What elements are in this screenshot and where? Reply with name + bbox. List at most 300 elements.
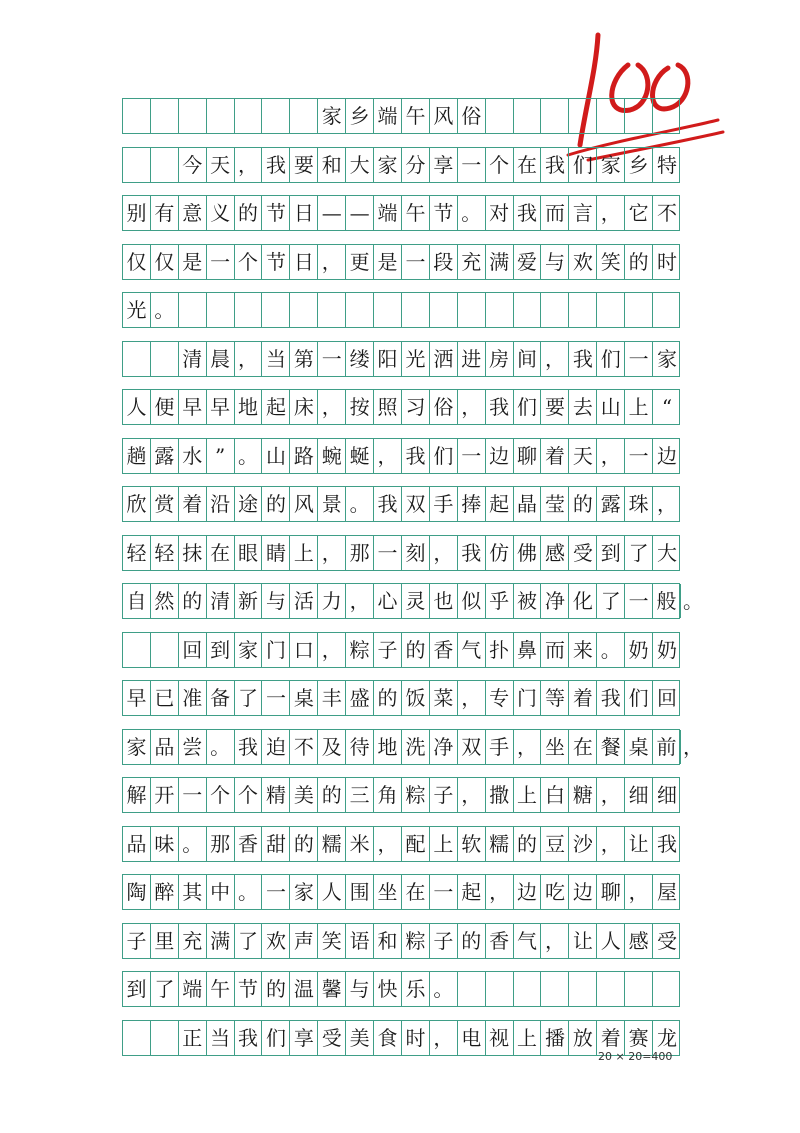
grid-cell: 坐 — [374, 875, 402, 909]
grid-cell: 那 — [346, 536, 374, 570]
grid-cell: 温 — [290, 972, 318, 1006]
essay-line — [122, 729, 703, 765]
grid-cell: 着 — [179, 487, 207, 521]
grid-cell: 陶 — [123, 875, 151, 909]
grid-cell: 。 — [235, 875, 263, 909]
grid-cell: 照 — [374, 390, 402, 424]
grid-cell: 一 — [318, 342, 346, 376]
grid-cell: 一 — [458, 439, 486, 473]
grid-cell: 端 — [179, 972, 207, 1006]
grid-cell: ” — [207, 439, 235, 473]
grid-cell: 。 — [430, 972, 458, 1006]
grid-cell: 屋 — [657, 880, 678, 904]
grid-cell: 然 — [151, 584, 179, 618]
grid-cell: 品 — [123, 827, 151, 861]
grid-cell — [179, 99, 207, 133]
grid-cell: 午 — [402, 196, 430, 230]
grid-cell — [263, 293, 291, 327]
essay-line — [122, 389, 680, 425]
grid-cell: 粽 — [346, 633, 374, 667]
grid-cell: 气 — [458, 633, 486, 667]
grid-cell: ， — [486, 875, 514, 909]
grid-cell — [653, 99, 681, 133]
grid-cell: 它 — [625, 196, 653, 230]
grid-cell: 净 — [542, 584, 570, 618]
grid-cell: 解 — [123, 778, 151, 812]
grid-cell: 乡 — [346, 99, 374, 133]
grid-cell: 被 — [514, 584, 542, 618]
grid-cell: 我 — [542, 148, 570, 182]
grid-cell: 欢 — [263, 924, 291, 958]
grid-cell: 当 — [207, 1021, 235, 1055]
grid-cell: 早 — [179, 390, 207, 424]
grid-cell: 趟 — [123, 439, 151, 473]
grid-cell: 欢 — [569, 245, 597, 279]
grid-cell: 分 — [402, 148, 430, 182]
grid-cell: 让 — [569, 924, 597, 958]
grid-cell: 大 — [346, 148, 374, 182]
grid-cell: 我 — [486, 390, 514, 424]
grid-cell — [290, 99, 318, 133]
grid-cell: 一 — [207, 245, 235, 279]
grid-cell: 习 — [402, 390, 430, 424]
grid-cell: 门 — [514, 681, 542, 715]
grid-cell: 沙 — [569, 827, 597, 861]
grid-cell — [597, 99, 625, 133]
grid-cell: 醉 — [151, 875, 179, 909]
writing-grid — [122, 98, 703, 1050]
grid-cell: 的 — [625, 245, 653, 279]
grid-cell: ， — [458, 681, 486, 715]
grid-cell: 个 — [235, 778, 263, 812]
grid-cell: 蜒 — [346, 439, 374, 473]
grid-cell: 甜 — [263, 827, 291, 861]
grid-cell: 受 — [569, 536, 597, 570]
grid-cell: 仅 — [123, 245, 151, 279]
grid-cell: 在 — [402, 875, 430, 909]
grid-cell: 节 — [263, 196, 291, 230]
grid-cell: 节 — [430, 196, 458, 230]
grid-cell: 撒 — [486, 778, 514, 812]
grid-cell — [123, 342, 151, 376]
grid-cell: 已 — [151, 681, 179, 715]
grid-cell: 山 — [597, 390, 625, 424]
grid-cell — [542, 99, 570, 133]
grid-cell: ， — [597, 827, 625, 861]
essay-line — [122, 486, 680, 522]
grid-cell: 自 — [123, 584, 151, 618]
grid-cell: 与 — [542, 245, 570, 279]
grid-cell: 的 — [514, 827, 542, 861]
grid-cell: 了 — [151, 972, 179, 1006]
grid-cell: 边 — [514, 875, 542, 909]
grid-cell: 我 — [657, 831, 678, 856]
grid-cell: 丰 — [318, 681, 346, 715]
grid-cell: 更 — [346, 245, 374, 279]
grid-cell: 尝 — [179, 730, 207, 764]
grid-cell: 感 — [542, 536, 570, 570]
grid-cell: 乡 — [625, 148, 653, 182]
grid-cell: 眼 — [235, 536, 263, 570]
grid-cell: 电 — [458, 1021, 486, 1055]
grid-cell: 活 — [290, 584, 318, 618]
grid-cell: 早 — [123, 681, 151, 715]
grid-cell: 气 — [514, 924, 542, 958]
grid-cell — [151, 148, 179, 182]
grid-cell — [514, 99, 542, 133]
grid-cell: 莹 — [542, 487, 570, 521]
grid-cell: 围 — [346, 875, 374, 909]
grid-cell: 和 — [374, 924, 402, 958]
essay-line — [122, 1020, 680, 1056]
grid-cell: 粽 — [402, 778, 430, 812]
grid-cell: ， — [318, 633, 346, 667]
grid-cell: 满 — [207, 924, 235, 958]
grid-cell: 缕 — [346, 342, 374, 376]
grid-cell: 地 — [374, 730, 402, 764]
grid-cell — [486, 972, 514, 1006]
grid-cell — [597, 293, 625, 327]
grid-cell — [514, 972, 542, 1006]
grid-cell: 义 — [207, 196, 235, 230]
grid-cell: 午 — [207, 972, 235, 1006]
grid-cell: 豆 — [542, 827, 570, 861]
grid-cell: 人 — [123, 390, 151, 424]
grid-cell: 那 — [207, 827, 235, 861]
grid-cell: 享 — [290, 1021, 318, 1055]
grid-cell: 端 — [374, 99, 402, 133]
grid-cell: ， — [597, 196, 625, 230]
grid-cell: 了 — [597, 584, 625, 618]
grid-cell — [542, 972, 570, 1006]
essay-line — [122, 923, 680, 959]
grid-cell: — — [346, 196, 374, 230]
grid-cell: 细 — [657, 783, 678, 807]
grid-cell: 声 — [290, 924, 318, 958]
grid-cell: 坐 — [542, 730, 570, 764]
grid-cell: 上 — [430, 827, 458, 861]
grid-cell: ， — [235, 342, 263, 376]
grid-cell: 大 — [657, 540, 678, 565]
grid-cell: 家 — [235, 633, 263, 667]
grid-cell: 捧 — [458, 487, 486, 521]
grid-cell: ， — [430, 536, 458, 570]
grid-cell: 糖 — [569, 778, 597, 812]
grid-cell: 不 — [290, 730, 318, 764]
grid-cell: ， — [318, 245, 346, 279]
grid-cell: 聊 — [597, 875, 625, 909]
grid-cell: 及 — [318, 730, 346, 764]
grid-cell: ， — [346, 584, 374, 618]
grid-cell: 特 — [657, 152, 678, 177]
grid-cell: ， — [318, 390, 346, 424]
grid-cell: 口 — [290, 633, 318, 667]
grid-cell: 餐 — [597, 730, 625, 764]
grid-cell: 我 — [402, 439, 430, 473]
grid-cell: 抹 — [179, 536, 207, 570]
grid-cell: 风 — [430, 99, 458, 133]
grid-cell: 粽 — [402, 924, 430, 958]
grid-cell: ， — [542, 342, 570, 376]
grid-cell — [486, 293, 514, 327]
grid-cell: 似 — [458, 584, 486, 618]
grid-cell: ， — [458, 390, 486, 424]
grid-cell: 早 — [207, 390, 235, 424]
grid-cell — [151, 342, 179, 376]
essay-line — [122, 438, 680, 474]
grid-cell: 段 — [430, 245, 458, 279]
grid-cell: 来 — [569, 633, 597, 667]
grid-cell: 我 — [569, 342, 597, 376]
grid-cell: 手 — [430, 487, 458, 521]
grid-cell: 开 — [151, 778, 179, 812]
grid-cell: 一 — [458, 148, 486, 182]
grid-cell: 边 — [657, 443, 678, 468]
grid-cell: 力 — [318, 584, 346, 618]
grid-cell: 露 — [151, 439, 179, 473]
grid-cell: 着 — [569, 681, 597, 715]
grid-cell: 一 — [625, 439, 653, 473]
grid-cell: 上 — [514, 1021, 542, 1055]
grid-cell: 欣 — [123, 487, 151, 521]
grid-cell: 语 — [346, 924, 374, 958]
essay-line — [122, 535, 680, 571]
grid-cell: 我 — [458, 536, 486, 570]
grid-cell: 家 — [318, 99, 346, 133]
essay-line — [122, 244, 680, 280]
grid-cell: 的 — [290, 827, 318, 861]
grid-cell: 了 — [625, 536, 653, 570]
grid-cell: 晨 — [207, 342, 235, 376]
grid-cell — [569, 99, 597, 133]
grid-cell — [542, 293, 570, 327]
grid-cell: 备 — [207, 681, 235, 715]
grid-cell: 与 — [346, 972, 374, 1006]
grid-cell: 有 — [151, 196, 179, 230]
grid-cell: 起 — [263, 390, 291, 424]
grid-cell: 人 — [318, 875, 346, 909]
grid-cell — [263, 99, 291, 133]
overflow-punctuation: ， — [683, 734, 703, 759]
grid-cell: 光 — [402, 342, 430, 376]
grid-cell: 美 — [290, 778, 318, 812]
grid-cell — [179, 293, 207, 327]
grid-cell — [653, 293, 681, 327]
grid-cell: 清 — [207, 584, 235, 618]
grid-cell: 也 — [430, 584, 458, 618]
grid-cell: 新 — [235, 584, 263, 618]
grid-cell: 要 — [290, 148, 318, 182]
grid-cell: 风 — [290, 487, 318, 521]
grid-cell — [625, 293, 653, 327]
grid-cell — [430, 293, 458, 327]
grid-cell: 个 — [235, 245, 263, 279]
grid-cell: 仅 — [151, 245, 179, 279]
grid-cell: ， — [597, 439, 625, 473]
grid-cell: 双 — [402, 487, 430, 521]
grid-cell: 笑 — [597, 245, 625, 279]
grid-cell: 化 — [569, 584, 597, 618]
grid-cell: 前 — [653, 730, 681, 764]
grid-cell: 食 — [374, 1021, 402, 1055]
grid-cell: 迫 — [263, 730, 291, 764]
grid-cell: 了 — [235, 681, 263, 715]
grid-cell: 路 — [290, 439, 318, 473]
grid-cell: 子 — [123, 924, 151, 958]
grid-cell: 回 — [657, 686, 678, 710]
grid-cell: 一 — [625, 584, 653, 618]
grid-cell: ， — [374, 439, 402, 473]
grid-cell — [123, 148, 151, 182]
grid-cell: 鼻 — [514, 633, 542, 667]
grid-cell: 爱 — [514, 245, 542, 279]
grid-cell: 俗 — [458, 99, 486, 133]
grid-cell: ， — [374, 827, 402, 861]
essay-line — [122, 583, 703, 619]
grid-cell: 边 — [486, 439, 514, 473]
grid-cell: 个 — [207, 778, 235, 812]
grid-cell: 时 — [657, 249, 678, 274]
grid-cell: 到 — [597, 536, 625, 570]
grid-cell: 上 — [625, 390, 653, 424]
grid-cell: 等 — [542, 681, 570, 715]
grid-cell: 去 — [569, 390, 597, 424]
grid-cell: 别 — [123, 196, 151, 230]
grid-cell — [123, 1021, 151, 1055]
grid-cell — [514, 293, 542, 327]
grid-cell: 盛 — [346, 681, 374, 715]
essay-line — [122, 777, 680, 813]
grid-cell — [318, 293, 346, 327]
grid-cell: 双 — [458, 730, 486, 764]
grid-cell: 佛 — [514, 536, 542, 570]
grid-cell — [597, 972, 625, 1006]
essay-line — [122, 292, 680, 328]
grid-cell — [569, 293, 597, 327]
grid-cell: 香 — [430, 633, 458, 667]
grid-cell: 家 — [123, 730, 151, 764]
grid-cell: 一 — [625, 342, 653, 376]
grid-cell: 般 — [653, 584, 681, 618]
grid-cell: 精 — [263, 778, 291, 812]
grid-cell: 受 — [318, 1021, 346, 1055]
grid-cell: 一 — [179, 778, 207, 812]
grid-cell: ， — [514, 730, 542, 764]
grid-cell: 露 — [597, 487, 625, 521]
grid-cell: 待 — [346, 730, 374, 764]
grid-cell: 意 — [179, 196, 207, 230]
grid-cell: 子 — [430, 924, 458, 958]
grid-cell — [653, 972, 681, 1006]
grid-cell: 播 — [542, 1021, 570, 1055]
grid-cell: ， — [625, 875, 653, 909]
grid-cell: 今 — [179, 148, 207, 182]
grid-cell: 正 — [179, 1021, 207, 1055]
grid-cell — [402, 293, 430, 327]
grid-cell — [151, 1021, 179, 1055]
grid-cell: 糯 — [318, 827, 346, 861]
grid-cell: 家 — [290, 875, 318, 909]
grid-cell: 我 — [374, 487, 402, 521]
grid-cell: 家 — [597, 148, 625, 182]
grid-cell: 白 — [542, 778, 570, 812]
grid-cell — [207, 293, 235, 327]
essay-line — [122, 680, 680, 716]
grid-cell: 和 — [318, 148, 346, 182]
grid-cell: 日 — [290, 196, 318, 230]
essay-line — [122, 971, 680, 1007]
title-row — [122, 98, 680, 134]
grid-cell: 。 — [346, 487, 374, 521]
grid-cell: 笑 — [318, 924, 346, 958]
grid-cell: 阳 — [374, 342, 402, 376]
grid-cell: 床 — [290, 390, 318, 424]
grid-cell: 美 — [346, 1021, 374, 1055]
essay-line — [122, 341, 680, 377]
grid-cell: 感 — [625, 924, 653, 958]
grid-cell: 们 — [597, 342, 625, 376]
grid-cell: 乐 — [402, 972, 430, 1006]
grid-cell: 回 — [179, 633, 207, 667]
grid-cell: 准 — [179, 681, 207, 715]
grid-cell: 充 — [458, 245, 486, 279]
grid-cell: 子 — [430, 778, 458, 812]
grid-cell: ， — [458, 778, 486, 812]
grid-cell: 让 — [625, 827, 653, 861]
grid-cell: 午 — [402, 99, 430, 133]
grid-cell: 奶 — [657, 637, 678, 662]
grid-cell — [486, 99, 514, 133]
grid-cell — [625, 99, 653, 133]
grid-cell: ， — [318, 536, 346, 570]
grid-cell: 节 — [235, 972, 263, 1006]
grid-cell: 上 — [290, 536, 318, 570]
grid-cell: 家 — [657, 346, 678, 371]
grid-cell: 们 — [625, 681, 653, 715]
grid-cell: 们 — [514, 390, 542, 424]
grid-cell: 到 — [207, 633, 235, 667]
grid-cell: 是 — [179, 245, 207, 279]
grid-cell: 与 — [263, 584, 291, 618]
essay-line — [122, 147, 680, 183]
grid-cell: 。 — [207, 730, 235, 764]
grid-cell: 光 — [123, 293, 151, 327]
grid-cell: 在 — [514, 148, 542, 182]
grid-cell: 在 — [207, 536, 235, 570]
grid-cell: 地 — [235, 390, 263, 424]
grid-cell: ， — [430, 1021, 458, 1055]
word-count-label: 20 × 20=400 — [598, 1050, 673, 1063]
grid-cell: 们 — [569, 148, 597, 182]
grid-cell: 桌 — [625, 730, 653, 764]
grid-cell: 专 — [486, 681, 514, 715]
grid-cell: 放 — [569, 1021, 597, 1055]
grid-cell: 角 — [374, 778, 402, 812]
grid-cell: 赏 — [151, 487, 179, 521]
grid-cell: 个 — [486, 148, 514, 182]
grid-cell — [458, 293, 486, 327]
grid-cell: 三 — [346, 778, 374, 812]
grid-cell: 在 — [569, 730, 597, 764]
grid-cell: 俗 — [430, 390, 458, 424]
grid-cell: 净 — [430, 730, 458, 764]
grid-cell: 子 — [374, 633, 402, 667]
grid-cell: 馨 — [318, 972, 346, 1006]
grid-cell — [569, 972, 597, 1006]
grid-cell: 起 — [486, 487, 514, 521]
grid-cell: 一 — [430, 875, 458, 909]
grid-cell: 的 — [458, 924, 486, 958]
